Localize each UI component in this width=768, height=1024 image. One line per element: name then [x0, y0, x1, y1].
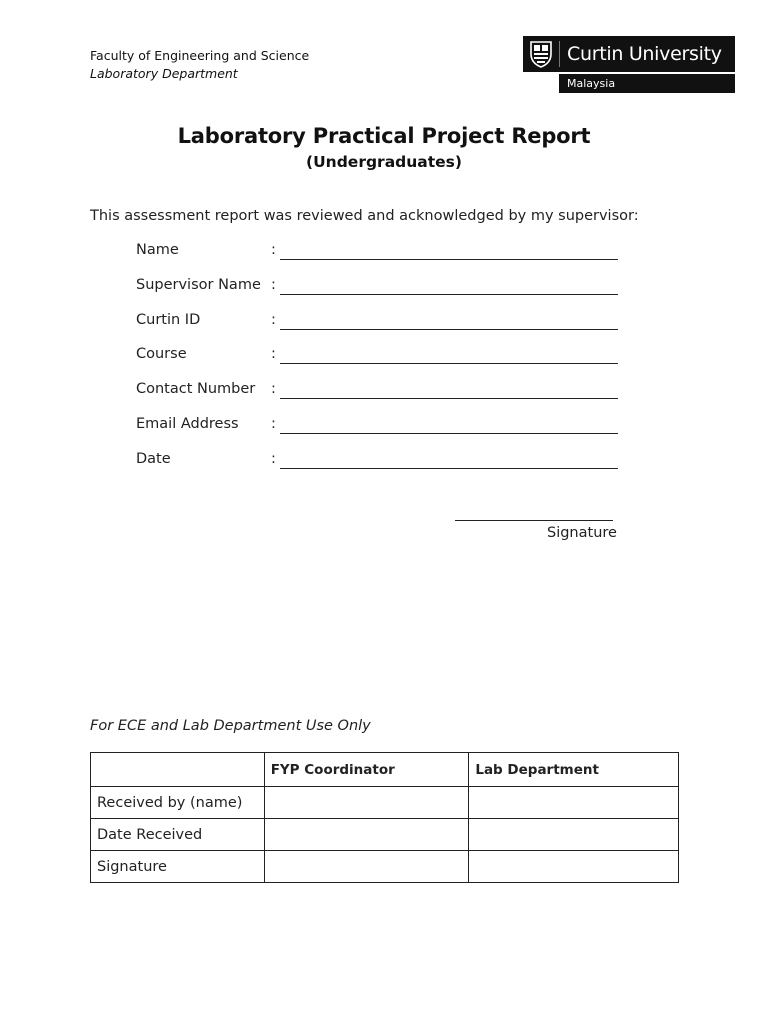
table-cell[interactable]	[264, 819, 469, 851]
table-row	[91, 819, 679, 851]
field-label: Contact Number	[136, 381, 256, 398]
field-label: Email Address	[136, 415, 239, 432]
faculty-name: Faculty of Engineering and Science	[90, 48, 310, 63]
logo-top-bar	[523, 36, 735, 72]
name-field[interactable]	[280, 259, 618, 260]
table-row-label: Date Received	[91, 819, 265, 851]
table-row-label: Received by (name)	[91, 787, 265, 819]
form-row-supervisor-name	[136, 277, 636, 312]
table-cell[interactable]	[469, 851, 679, 883]
logo-campus: Malaysia	[559, 74, 735, 93]
table-header-row	[91, 753, 679, 787]
contact-number-field[interactable]	[280, 398, 618, 399]
supervisor-form	[136, 242, 636, 486]
page-subtitle: (Undergraduates)	[306, 153, 462, 171]
form-row-email-address	[136, 416, 636, 451]
intro-statement: This assessment report was reviewed and acknowledged by my supervisor:	[90, 208, 639, 224]
form-row-course	[136, 346, 636, 381]
form-row-contact-number	[136, 381, 636, 416]
supervisor-name-field[interactable]	[280, 294, 618, 295]
table-cell[interactable]	[264, 787, 469, 819]
field-colon: :	[271, 242, 276, 258]
table-header-cell: FYP Coordinator	[264, 753, 469, 787]
table-header-cell: Lab Department	[469, 753, 679, 787]
email-address-field[interactable]	[280, 433, 618, 434]
office-use-note: For ECE and Lab Department Use Only	[90, 718, 371, 734]
table-row-label: Signature	[91, 851, 265, 883]
table-header-cell	[91, 753, 265, 787]
field-colon: :	[271, 346, 276, 363]
table-cell[interactable]	[469, 819, 679, 851]
field-label: Course	[136, 346, 187, 363]
field-colon: :	[271, 311, 276, 328]
field-colon: :	[271, 415, 276, 432]
field-colon: :	[271, 381, 276, 398]
form-row-date	[136, 451, 636, 486]
field-colon: :	[271, 450, 276, 467]
form-row-name	[136, 242, 636, 277]
field-colon: :	[271, 276, 276, 293]
form-row-curtin-id	[136, 312, 636, 347]
field-label: Name	[136, 242, 179, 258]
department-name: Laboratory Department	[90, 66, 238, 81]
table-cell[interactable]	[264, 851, 469, 883]
crest-icon	[523, 36, 559, 72]
curtin-id-field[interactable]	[280, 329, 618, 330]
table-row	[91, 851, 679, 883]
document-header	[90, 47, 309, 83]
course-field[interactable]	[280, 363, 618, 364]
logo-divider	[559, 41, 560, 67]
signature-line[interactable]	[455, 520, 613, 521]
field-label: Supervisor Name	[136, 276, 261, 293]
field-label: Date	[136, 450, 171, 467]
page-title: Laboratory Practical Project Report	[177, 124, 591, 148]
date-field[interactable]	[280, 468, 618, 469]
logo-university-name: Curtin University	[567, 43, 722, 65]
table-row	[91, 787, 679, 819]
field-label: Curtin ID	[136, 311, 201, 328]
table-cell[interactable]	[469, 787, 679, 819]
university-logo	[523, 36, 735, 93]
office-use-table	[90, 752, 679, 883]
signature-label: Signature	[547, 525, 617, 541]
